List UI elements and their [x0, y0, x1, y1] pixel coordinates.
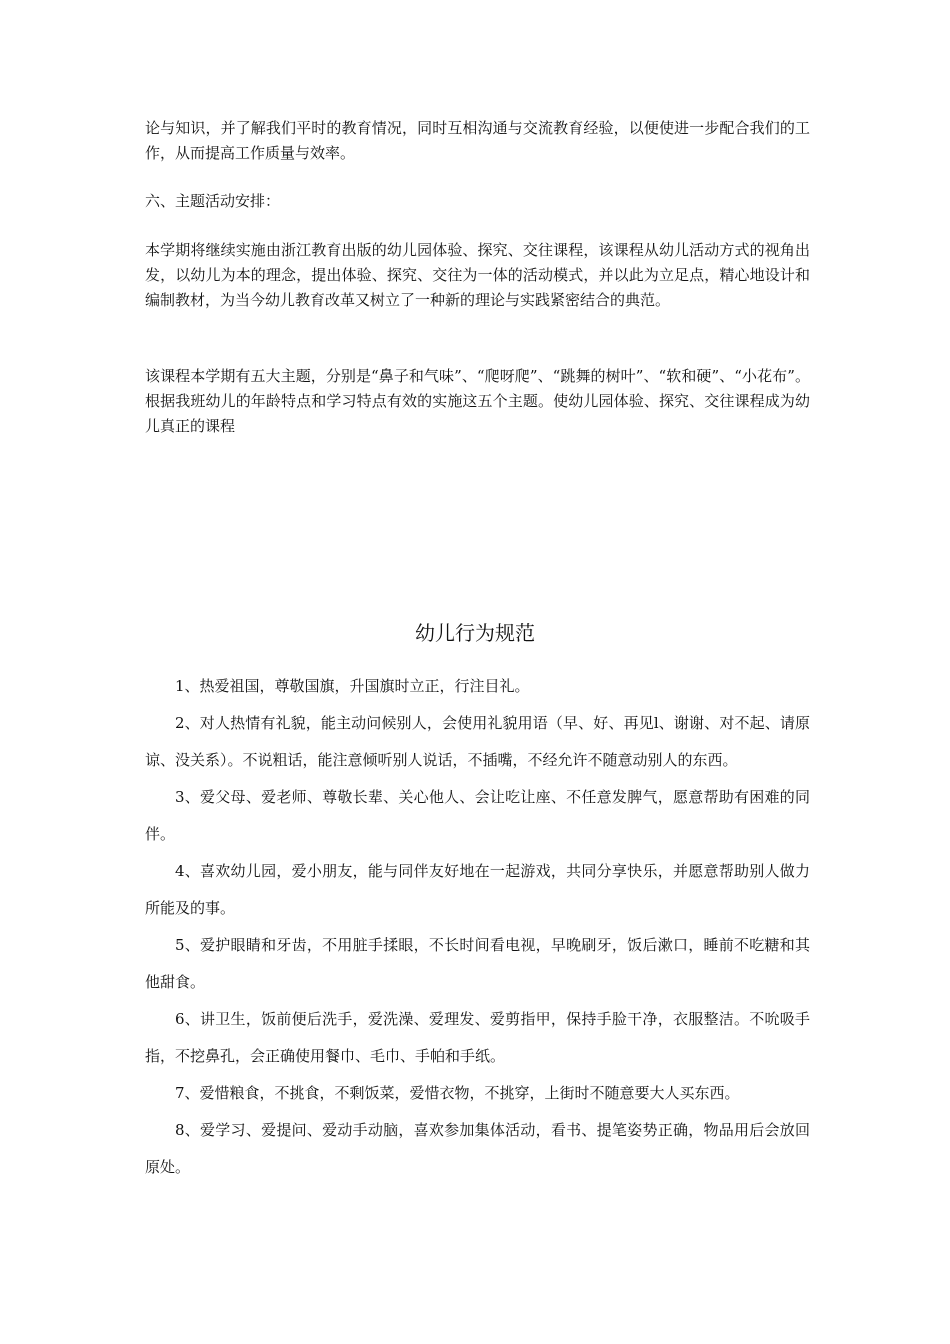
code-of-conduct-list [145, 668, 810, 1186]
themes-paragraph: 该课程本学期有五大主题，分别是“鼻子和气味”、“爬呀爬”、“跳舞的树叶”、“软和硬”、“小花布”。根据我班幼儿的年龄特点和学习特点有效的实施这五个主题。使幼儿园体验、探究、交往课程成为幼儿真正的课程 [145, 367, 810, 435]
code-of-conduct-title: 幼儿行为规范 [415, 621, 535, 645]
rule-item: 2、对人热情有礼貌，能主动问候别人，会使用礼貌用语（早、好、再见l、谢谢、对不起、请原谅、没关系）。不说粗话，能注意倾听别人说话，不插嘴，不经允许不随意动别人的东西。 [145, 714, 810, 769]
section-six-heading: 六、主题活动安排： [145, 192, 281, 210]
rule-item: 5、爱护眼睛和牙齿，不用脏手揉眼，不长时间看电视，早晚刷牙，饭后漱口，睡前不吃糖和其他甜食。 [145, 936, 810, 991]
curriculum-paragraph: 本学期将继续实施由浙江教育出版的幼儿园体验、探究、交往课程，该课程从幼儿活动方式的视角出发，以幼儿为本的理念，提出体验、探究、交往为一体的活动模式，并以此为立足点，精心地设计和编制教材，为当今幼儿教育改革又树立了一种新的理论与实践紧密结合的典范。 [145, 241, 810, 309]
rule-item: 1、热爱祖国，尊敬国旗，升国旗时立正，行注目礼。 [175, 677, 530, 695]
rule-item: 7、爱惜粮食，不挑食，不剩饭菜，爱惜衣物，不挑穿，上街时不随意要大人买东西。 [175, 1084, 740, 1102]
rule-item: 3、爱父母、爱老师、尊敬长辈、关心他人、会让吃让座、不任意发脾气，愿意帮助有困难的同伴。 [145, 788, 810, 843]
rule-item: 4、喜欢幼儿园，爱小朋友，能与同伴友好地在一起游戏，共同分享快乐，并愿意帮助别人做力所能及的事。 [145, 862, 810, 917]
rule-item: 6、讲卫生，饭前便后洗手，爱洗澡、爱理发、爱剪指甲，保持手脸干净，衣服整洁。不吮吸手指，不挖鼻孔，会正确使用餐巾、毛巾、手帕和手纸。 [145, 1010, 810, 1065]
intro-continued-paragraph: 论与知识，并了解我们平时的教育情况，同时互相沟通与交流教育经验，以便使进一步配合我们的工作，从而提高工作质量与效率。 [145, 119, 810, 162]
rule-item: 8、爱学习、爱提问、爱动手动脑，喜欢参加集体活动，看书、提笔姿势正确，物品用后会放回原处。 [145, 1121, 810, 1176]
